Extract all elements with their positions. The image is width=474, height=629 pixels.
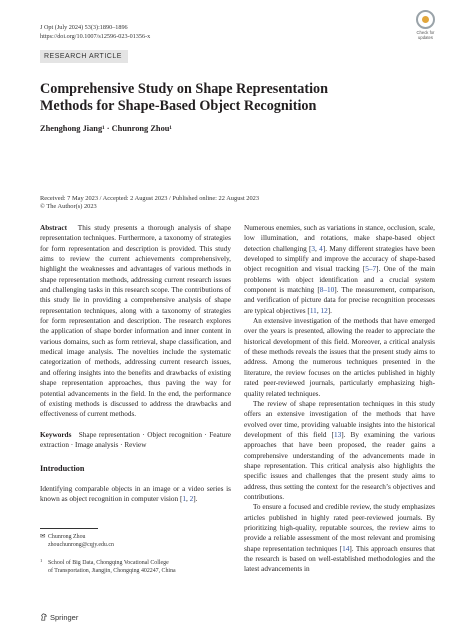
citation-link[interactable]: 1	[182, 494, 186, 503]
journal-citation: J Opt (July 2024) 53(3):1890–1896	[40, 24, 128, 31]
abstract	[40, 223, 231, 420]
right-column	[244, 223, 435, 575]
footnote-rule	[40, 528, 98, 529]
author-list[interactable]: Zhenghong Jiang¹ · Chunrong Zhou¹	[40, 124, 172, 133]
paragraph-text: ]. This approach ensures that the research is based on well-established methodologies and the latest advancements in	[244, 544, 436, 574]
affiliation	[40, 557, 176, 576]
article-title: Comprehensive Study on Shape Representation Methods for Shape-Based Object Recognition	[40, 81, 328, 114]
envelope-icon: ✉	[40, 533, 46, 540]
citation-link[interactable]: 11	[309, 306, 317, 315]
paragraph-text: To ensure a focused and credible review, the study emphasizes articles published in highly rated peer-reviewed journals. By prioritizing high-quality, reputable sources, the review aims to provide a reliable assessment of the most relevant and promising shape representation techniques [	[244, 503, 435, 553]
paragraph-text: The review of shape representation techniques in this study offers an extensive investigation of the methods that have evolved over time, providing valuable insights into the historical development of this field [	[244, 399, 435, 439]
keywords-label: Keywords	[40, 430, 72, 439]
citation-link[interactable]: 2	[189, 494, 194, 503]
cite-separator: ,	[315, 244, 320, 253]
check-for-updates-button[interactable]	[412, 10, 439, 42]
crossmark-icon	[416, 10, 435, 29]
cite-separator: ,	[316, 306, 321, 315]
publication-dates	[40, 195, 259, 212]
springer-horse-icon	[40, 613, 48, 621]
citation-link[interactable]: 13	[333, 430, 342, 439]
abstract-text: This study presents a thorough analysis of shape representation techniques. Furthermore, a taxonomy of strategies for form representation and description is provided. This study aims to review the current achievements comprehensively, highlight the weaknesses and advantages of various methods in shape representation methods, addressing current research issues and challenging tasks in this research scope. The contributions of this study lie in providing a comprehensive analysis of shape representation techniques, along with a taxonomy of strategies for form representation and description. The research explores the application of shape border information and inner content in various domains, such as form retrieval, shape classification, and medical image analysis. The novelties include the systematic categorization of methods, addressing current research issues, and offering insights into the benefits and drawbacks of existing shape representation approaches, thus paving the way for potential advancements in the field. In the end, the performance of existing methods is discussed to address the drawbacks and effectiveness of current methods.	[40, 224, 231, 419]
right-paragraph-1	[244, 223, 435, 316]
introduction-paragraph	[40, 484, 231, 505]
copyright-notice: © The Author(s) 2023	[40, 203, 97, 211]
paragraph-text: ].	[327, 306, 332, 315]
author-email[interactable]: zhouchunrong@cqjy.edu.cn	[48, 541, 114, 548]
affiliation-number: 1	[40, 558, 43, 563]
citation-link[interactable]: 12	[320, 306, 328, 315]
received-accepted-dates: Received: 7 May 2023 / Accepted: 2 August 2023 / Published online: 22 August 2023	[40, 195, 260, 202]
introduction-heading: Introduction	[40, 464, 85, 474]
citation-link[interactable]: 14	[342, 544, 350, 553]
corresponding-author	[40, 533, 114, 550]
paragraph-text: ]. One of the main problems with object identification and a crucial system component is matching [	[244, 265, 436, 295]
keywords-text: Shape representation · Object recognition · Feature extraction · Image analysis · Review	[40, 430, 231, 449]
citation-link[interactable]: 3	[311, 244, 316, 253]
cite-separator: ,	[185, 494, 190, 503]
intro-text-end: ].	[193, 494, 198, 503]
check-updates-line1: Check for	[416, 30, 435, 35]
author-name: Chunrong Zhou	[48, 534, 86, 540]
affiliation-line1: School of Big Data, Chongqing Vocational College	[48, 560, 169, 566]
doi-link[interactable]: https://doi.org/10.1007/s12596-023-01356-x	[40, 33, 151, 40]
right-paragraph-3	[244, 399, 435, 502]
citation-link[interactable]: 4	[319, 244, 323, 253]
check-updates-line2: updates	[418, 35, 433, 40]
abstract-label: Abstract	[40, 224, 67, 232]
publisher-logo	[40, 613, 78, 622]
publisher-name: Springer	[50, 613, 79, 622]
paragraph-text: ]. By examining the various approaches that have been proposed, the reader gains a comprehensive understanding of the advancements made in shape representation. This critical analysis also highlights the specific issues and challenges that the present study aims to address, thus setting the context for the research’s objectives and contributions.	[244, 430, 435, 501]
right-paragraph-4	[244, 502, 435, 574]
keywords	[40, 430, 231, 451]
paragraph-text: ]. The measurement, comparison, and verification of picture data for precise recognition processes are typical objectives [	[244, 286, 435, 315]
right-paragraph-2: An extensive investigation of the methods that have emerged over the years is presented, allowing the reader to appreciate the historical development of this field. Moreover, a critical analysis of these methods reveals the issues that the present study aims to address. Among the numerous techniques presented in the literature, the review focuses on the articles published in highly rated peer-reviewed journals, particularly emphasizing high-quality related techniques.	[244, 317, 435, 398]
left-column	[40, 223, 231, 504]
citation-link[interactable]: 8–10	[319, 286, 335, 295]
paragraph-text: Numerous enemies, such as variations in stance, occlusion, scale, low illumination, and rotations, make shape-based object detection challenging [	[244, 224, 435, 253]
intro-text: Identifying comparable objects in an image or a video series is known as object recognition in computer vision [	[40, 484, 231, 503]
paragraph-text: ]. Many different strategies have been developed to simplify and improve the accuracy of shape-based object recognition and visual tracking [	[244, 244, 436, 274]
affiliation-line2: of Transportation, Jiangjin, Chongqing 402247, China	[48, 567, 176, 574]
citation-link[interactable]: 5–7	[365, 265, 377, 274]
article-type-badge: RESEARCH ARTICLE	[40, 50, 128, 63]
